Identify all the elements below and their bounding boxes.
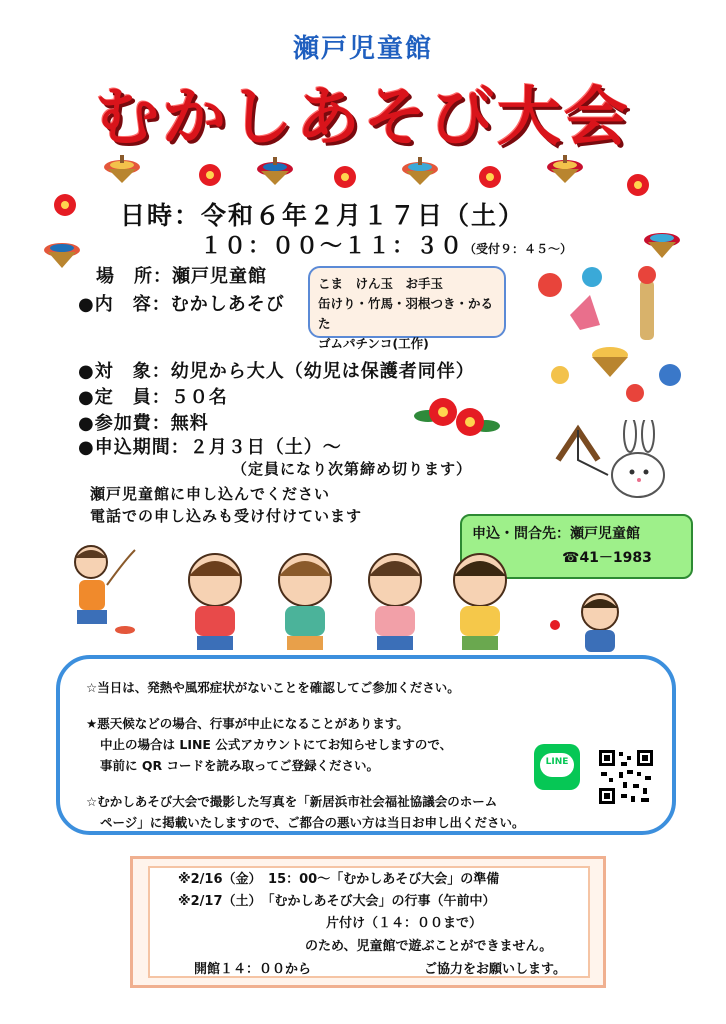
- spinning-top-icon: [40, 238, 84, 274]
- venue-subtitle: 瀬戸児童館: [292, 34, 433, 64]
- child-green: [279, 554, 331, 650]
- apply-note-2: 電話での申し込みも受け付けています: [90, 507, 363, 525]
- traditional-toys-illustration: [520, 255, 710, 410]
- notice-weather-1: ★悪天候などの場合、行事が中止になることがあります。: [86, 716, 409, 731]
- contact-phone[interactable]: ☎41－1983: [562, 550, 652, 566]
- camellia-icon: [50, 190, 80, 220]
- children-playing-illustration: [55, 540, 635, 655]
- event-capacity: ●定 員：５０名: [78, 387, 228, 408]
- notice-weather-2: 中止の場合は LINE 公式アカウントにてお知らせしますので、: [100, 737, 453, 752]
- camellia-flowers-illustration: [408, 394, 503, 444]
- event-title: むかしあそび大会: [95, 81, 631, 155]
- application-period-note: （定員になり次第締め切ります）: [232, 460, 473, 478]
- child-with-top: [75, 546, 135, 634]
- apply-note-1: 瀬戸児童館に申し込んでください: [90, 485, 331, 503]
- child-red: [189, 554, 241, 650]
- rabbit-slingshot-illustration: [548, 420, 678, 505]
- child-pink: [369, 554, 421, 650]
- camellia-icon: [479, 166, 501, 188]
- contact-label: 申込・問合先：瀬戸児童館: [472, 526, 640, 542]
- spinning-top-icon: [104, 155, 140, 183]
- schedule-line-3: 片付け（１４：００まで）: [326, 916, 483, 931]
- event-time: １０：００～１１：３０: [200, 234, 465, 259]
- activities-item: ゴムパチンコ(工作): [318, 336, 429, 351]
- spinning-top-icon: [402, 157, 438, 185]
- activities-box: [308, 266, 506, 351]
- application-period: ●申込期間：２月３日（土）～: [78, 437, 342, 458]
- event-fee: ●参加費：無料: [78, 413, 209, 434]
- schedule-line-1: ※2/16（金） 15：00～「むかしあそび大会」の準備: [178, 872, 500, 887]
- event-place: 場 所：瀬戸児童館: [96, 266, 267, 287]
- notice-weather-3: 事前に QR コードを読み取ってご登録ください。: [100, 758, 379, 773]
- reception-time: （受付９：４５～）: [464, 242, 573, 256]
- camellia-icon: [627, 174, 649, 196]
- activities-item: こま けん玉 お手玉: [318, 276, 444, 291]
- schedule-thanks: ご協力をお願いします。: [424, 962, 566, 977]
- event-datetime: 日時：令和６年２月１７日（土）: [120, 201, 526, 230]
- spinning-top-icon: [547, 155, 583, 183]
- event-time-line: [200, 229, 572, 260]
- notice-photo-1: ☆むかしあそび大会で撮影した写真を「新居浜市社会福祉協議会のホーム: [86, 794, 498, 809]
- camellia-icon: [334, 166, 356, 188]
- spinning-top-icon: [257, 157, 293, 185]
- child-with-kendama: [550, 594, 618, 652]
- line-label: LINE: [545, 757, 569, 767]
- event-content: ●内 容：むかしあそび: [78, 294, 285, 315]
- camellia-icon: [199, 164, 221, 186]
- schedule-line-2: ※2/17（土） 「むかしあそび大会」の行事（午前中）: [178, 894, 496, 909]
- schedule-line-4: のため、児童館で遊ぶことができません。: [305, 939, 553, 954]
- schedule-open-time: 開館１４：００から: [194, 962, 312, 977]
- activities-item: 缶けり・竹馬・羽根つき・かるた: [318, 296, 494, 331]
- notice-health: ☆当日は、発熱や風邪症状がないことを確認してご参加ください。: [86, 680, 460, 695]
- qr-code[interactable]: [597, 748, 655, 806]
- child-yellow: [454, 554, 506, 650]
- event-target: ●対 象：幼児から大人（幼児は保護者同伴）: [78, 361, 475, 382]
- line-icon[interactable]: [534, 744, 580, 790]
- notice-photo-2: ページ」に掲載いたしますので、ご都合の悪い方は当日お申し出ください。: [100, 815, 525, 830]
